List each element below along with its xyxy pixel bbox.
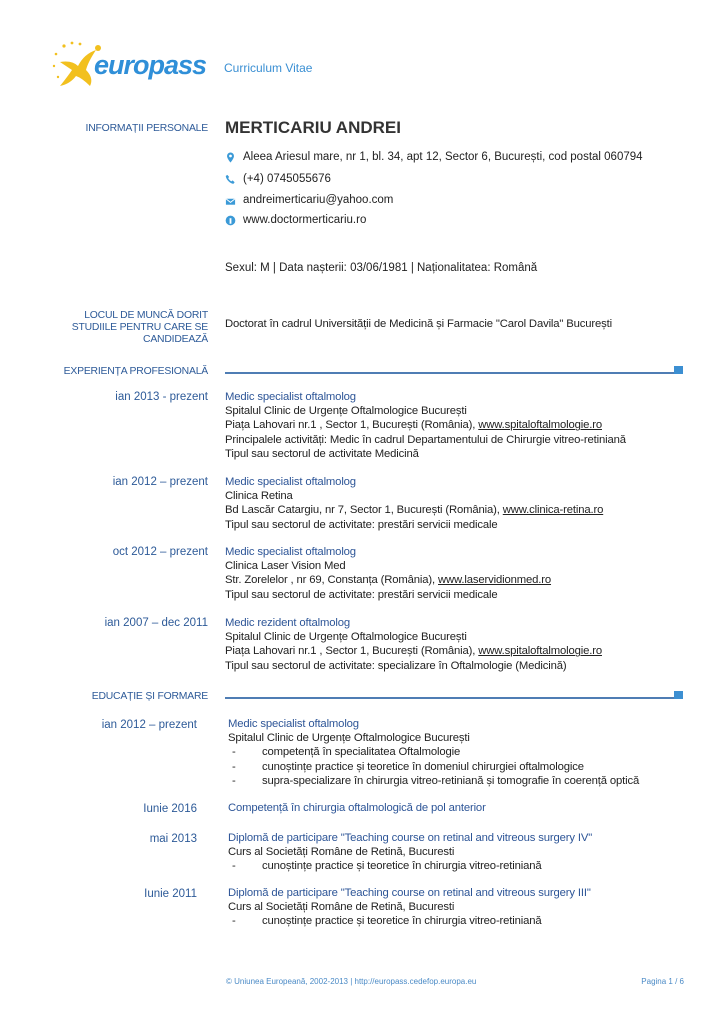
education-entry [228,831,592,874]
entry-date: mai 2013 [149,833,197,845]
education-entry [228,717,639,788]
logo-text: europass [94,50,207,80]
course-title: Diplomă de participare "Teaching course on retinal and vitreous surgery IV" [228,832,593,844]
address: Piața Lahovari nr.1 , Sector 1, București (România), [225,645,479,658]
bullet-item: - supra-specializare în chirurgia vitreo-retiniană și tomografie în coerență optică [228,774,639,788]
personal-details: Sexul: M | Data nașterii: 03/06/1981 | Naționalitatea: Română [225,262,538,274]
bullet-item: - cunoștințe practice și teoretice în domeniul chirurgiei oftalmologice [228,760,639,774]
bullet-item: - cunoștințe practice și teoretice în chirurgia vitreo-retiniană [228,914,591,928]
course-title: Competență în chirurgia oftalmologică de pol anterior [228,802,486,814]
europass-logo [50,40,210,90]
experience-entry [225,390,626,461]
desired-value: Doctorat în cadrul Universității de Medicină și Farmacie "Carol Davila" București [225,318,613,330]
section-marker [674,366,683,374]
employer: Clinica Laser Vision Med [225,560,346,573]
employer-link[interactable]: www.laservidionmed.ro [438,574,552,587]
phone-icon [225,174,236,185]
address: Piața Lahovari nr.1 , Sector 1, București (România), [225,419,479,432]
website-globe-icon [225,215,236,226]
section-label-education: EDUCAȚIE ȘI FORMARE [91,691,208,702]
section-label-experience: EXPERIENȚA PROFESIONALĂ [63,366,208,377]
label-line: CANDIDEAZĂ [143,334,208,345]
course-title: Medic specialist oftalmolog [228,718,359,730]
education-entry [228,801,486,815]
entry-date: ian 2012 – prezent [101,719,197,731]
label-line: STUDIILE PENTRU CARE SE [71,322,208,333]
experience-entry [225,475,603,532]
address: Str. Zorelelor , nr 69, Constanța (România), [225,574,439,587]
activities: Principalele activități: Medic în cadrul Departamentului de Chirurgie vitreo-retiniană [225,433,626,446]
sector: Tipul sau sectorul de activitate: prestări servicii medicale [225,518,498,531]
job-title: Medic specialist oftalmolog [225,546,356,558]
page-number: Pagina 1 / 6 [641,977,684,986]
employer-link[interactable]: www.spitaloftalmologie.ro [478,645,602,658]
job-title: Medic specialist oftalmolog [225,391,356,403]
entry-date: Iunie 2016 [143,803,197,815]
employer-link[interactable]: www.clinica-retina.ro [502,504,604,517]
section-divider [225,372,675,374]
employer: Clinica Retina [225,490,293,503]
address-text: Aleea Ariesul mare, nr 1, bl. 34, apt 12, Sector 6, București, cod postal 060794 [243,151,643,163]
employer-address [225,418,626,432]
website-link[interactable]: www.doctormerticariu.ro [243,214,367,226]
sector: Tipul sau sectorul de activitate Medicină [225,447,419,460]
entry-date: ian 2012 – prezent [112,476,208,488]
footer-copyright: © Uniunea Europeană, 2002-2013 | http://europass.cedefop.europa.eu [226,977,477,986]
address: Bd Lascăr Catargiu, nr 7, Sector 1, București (România), [225,504,503,517]
entry-date: Iunie 2011 [144,888,197,900]
employer-address [225,503,603,517]
section-label-personal: INFORMAȚII PERSONALE [85,123,208,134]
employer-address [225,573,551,587]
employer-link[interactable]: www.spitaloftalmologie.ro [478,419,602,432]
organisation: Curs al Societăți Române de Retină, Bucuresti [228,846,455,859]
document-title: Curriculum Vitae [224,61,313,75]
bullet-item: - competență în specialitatea Oftalmologie [228,745,639,759]
sector: Tipul sau sectorul de activitate: prestări servicii medicale [225,588,498,601]
course-title: Diplomă de participare "Teaching course on retinal and vitreous surgery III" [228,887,591,899]
experience-entry [225,616,602,673]
section-marker [674,691,683,699]
experience-entry [225,545,551,602]
job-title: Medic rezident oftalmolog [225,617,350,629]
employer: Spitalul Clinic de Urgențe Oftalmologice București [225,631,467,644]
organisation: Curs al Societăți Române de Retină, Bucuresti [228,901,455,914]
entry-date: ian 2007 – dec 2011 [104,617,208,629]
label-line: LOCUL DE MUNCĂ DORIT [84,310,208,321]
section-divider [225,697,675,699]
organisation: Spitalul Clinic de Urgențe Oftalmologice București [228,732,470,745]
email-link[interactable]: andreimerticariu@yahoo.com [243,194,394,206]
entry-date: oct 2012 – prezent [112,546,208,558]
person-name: MERTICARIU ANDREI [225,118,401,137]
email-icon [225,196,236,207]
bullet-item: - cunoștințe practice și teoretice în chirurgia vitreo-retiniană [228,859,592,873]
employer: Spitalul Clinic de Urgențe Oftalmologice București [225,405,467,418]
location-pin-icon [225,152,236,163]
phone-text: (+4) 0745055676 [243,173,331,185]
job-title: Medic specialist oftalmolog [225,476,356,488]
education-entry [228,886,591,929]
employer-address [225,644,602,658]
sector: Tipul sau sectorul de activitate: specializare în Oftalmologie (Medicină) [225,659,567,672]
section-label-desired [72,310,208,346]
entry-date: ian 2013 - prezent [115,391,208,403]
